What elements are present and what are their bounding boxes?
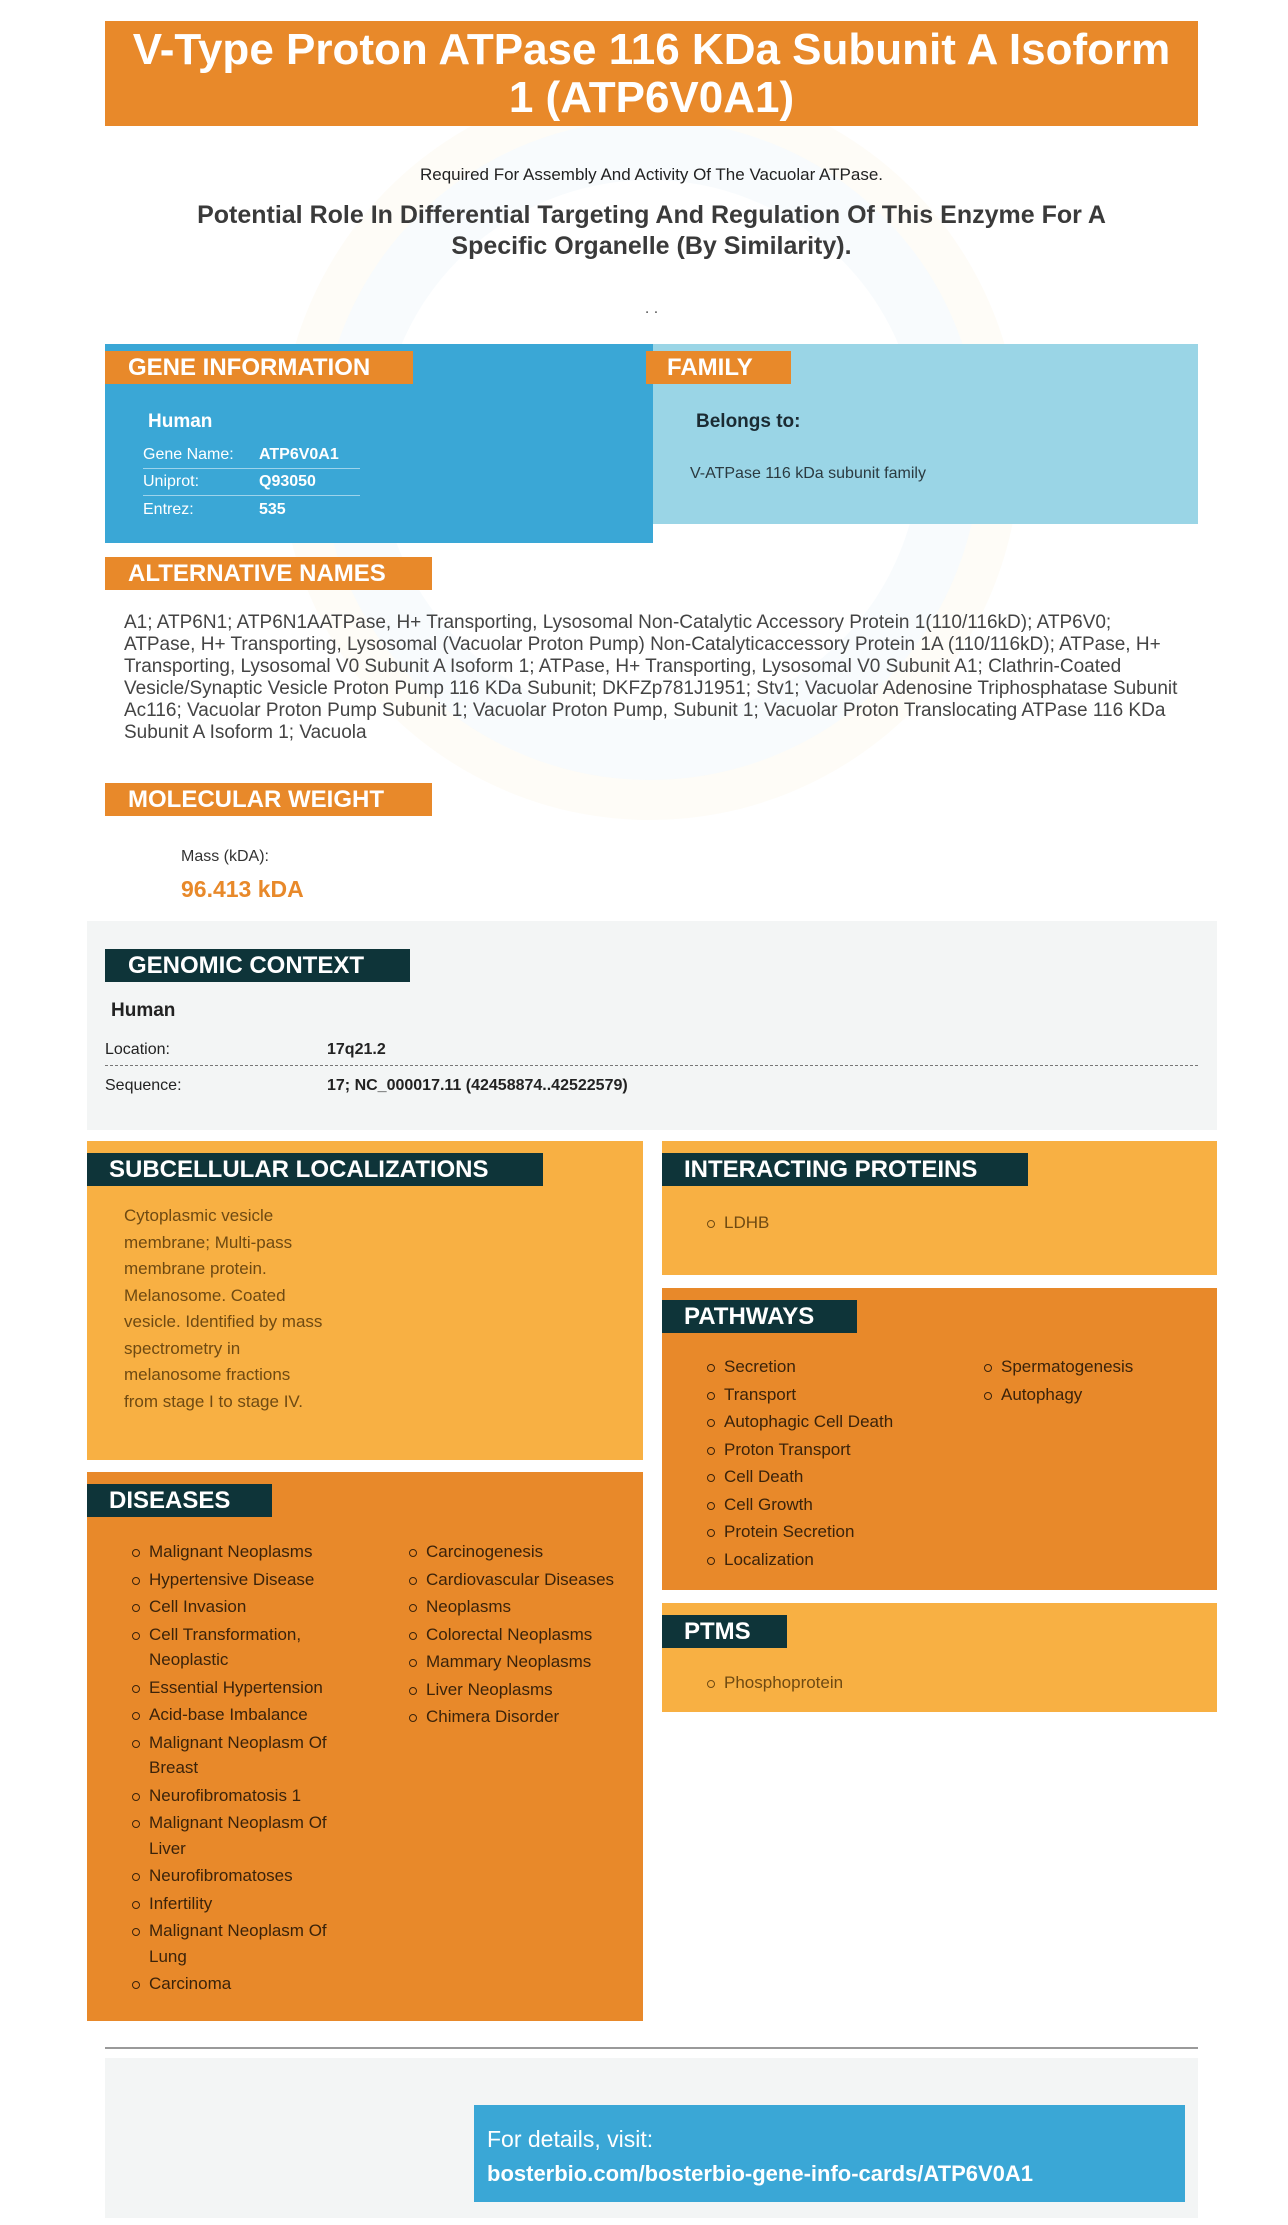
sequence-value: 17; NC_000017.11 (42458874..42522579) [327, 1077, 628, 1094]
list-item: Spermatogenesis [983, 1354, 1193, 1380]
genomic-context-heading: GENOMIC CONTEXT [105, 949, 410, 982]
family-text: V-ATPase 116 kDa subunit family [690, 465, 926, 482]
gene-name-label: Gene Name: [143, 446, 234, 463]
subcellular-text: Cytoplasmic vesicle membrane; Multi-pass membrane protein. Melanosome. Coated vesicle. Identified by mass spectrometry in melanosome fractions from stage I to stage IV. [124, 1206, 323, 1411]
list-item: Neurofibromatosis 1 [131, 1783, 351, 1809]
list-item: Transport [706, 1382, 966, 1408]
pathways-heading: PATHWAYS [662, 1300, 857, 1333]
list-item: Cell Transformation, Neoplastic [131, 1622, 351, 1673]
sequence-row [105, 1070, 1198, 1102]
details-url-link[interactable]: bosterbio.com/bosterbio-gene-info-cards/ATP6V0A1 [487, 2161, 1034, 2186]
list-item: Malignant Neoplasms [131, 1539, 351, 1565]
diseases-heading: DISEASES [87, 1484, 272, 1517]
alternative-names-heading: ALTERNATIVE NAMES [105, 557, 432, 590]
diseases-list-col1 [131, 1539, 351, 1999]
subcellular-heading: SUBCELLULAR LOCALIZATIONS [87, 1153, 543, 1186]
list-item: Acid-base Imbalance [131, 1702, 351, 1728]
entrez-label: Entrez: [143, 500, 194, 518]
separator-dots: . . [644, 300, 659, 317]
list-item: Hypertensive Disease [131, 1567, 351, 1593]
list-item: Proton Transport [706, 1437, 966, 1463]
list-item: Neoplasms [408, 1594, 633, 1620]
list-item: Malignant Neoplasm Of Breast [131, 1730, 351, 1781]
list-item: Carcinogenesis [408, 1539, 633, 1565]
family-belongs-label: Belongs to: [696, 411, 801, 432]
diseases-list-col2 [408, 1539, 633, 1732]
gene-species: Human [148, 411, 213, 432]
mass-label: Mass (kDA): [181, 848, 269, 865]
list-item: Carcinoma [131, 1971, 351, 1997]
gene-information-heading: GENE INFORMATION [105, 351, 413, 384]
list-item: Cell Invasion [131, 1594, 351, 1620]
list-item: Chimera Disorder [408, 1704, 633, 1730]
list-item: LDHB [706, 1210, 1006, 1236]
gene-name-row [143, 442, 360, 469]
list-item: Liver Neoplasms [408, 1677, 633, 1703]
list-item: Protein Secretion [706, 1519, 966, 1545]
genomic-species: Human [111, 1000, 176, 1021]
entrez-value: 535 [259, 500, 286, 518]
gene-info-table [143, 442, 360, 523]
family-heading: FAMILY [646, 351, 791, 384]
list-item: Mammary Neoplasms [408, 1649, 633, 1675]
ptms-list [706, 1670, 1006, 1698]
list-item: Malignant Neoplasm Of Liver [131, 1810, 351, 1861]
details-link-box[interactable] [474, 2105, 1185, 2202]
list-item: Infertility [131, 1891, 351, 1917]
mass-value: 96.413 kDA [181, 876, 304, 902]
title-banner [105, 21, 1198, 126]
list-item: Localization [706, 1547, 966, 1573]
sequence-label: Sequence: [105, 1077, 182, 1094]
gene-name-value: ATP6V0A1 [259, 446, 339, 463]
alternative-names-text: A1; ATP6N1; ATP6N1AATPase, H+ Transporting, Lysosomal Non-Catalytic Accessory Protein 1(110/116kD); ATP6V0; ATPase, H+ Transporting, Lysosomal (Vacuolar Proton Pump) Non-Catalyticaccessory Protein 1A (110/116kD); ATPase, H+ Transporting, Lysosomal V0 Subunit A Isoform 1; ATPase, H+ Transporting, Lysosomal V0 Subunit A1; Clathrin-Coated Vesicle/Synaptic Vesicle Proton Pump 116 KDa Subunit; DKFZp781J1951; Stv1; Vacuolar Adenosine Triphosphatase Subunit Ac116; Vacuolar Proton Pump Subunit 1; Vacuolar Proton Pump, Subunit 1; Vacuolar Proton Translocating ATPase 116 KDa Subunit A Isoform 1; Vacuola [124, 612, 1178, 743]
list-item: Cell Growth [706, 1492, 966, 1518]
list-item: Neurofibromatoses [131, 1863, 351, 1889]
function-summary: Required For Assembly And Activity Of The Vacuolar ATPase. [420, 165, 883, 184]
interacting-proteins-list [706, 1210, 1006, 1238]
location-row [105, 1034, 1198, 1066]
location-value: 17q21.2 [327, 1040, 386, 1058]
list-item: Autophagy [983, 1382, 1193, 1408]
list-item: Colorectal Neoplasms [408, 1622, 633, 1648]
list-item: Autophagic Cell Death [706, 1409, 966, 1435]
pathways-list-col2 [983, 1354, 1193, 1409]
function-detail: Potential Role In Differential Targeting And Regulation Of This Enzyme For A Specific Organelle (By Similarity). [197, 201, 1106, 260]
details-label: For details, visit: [487, 2126, 654, 2152]
entrez-row [143, 496, 360, 523]
list-item: Essential Hypertension [131, 1675, 351, 1701]
uniprot-label: Uniprot: [143, 473, 200, 490]
uniprot-row [143, 469, 360, 496]
list-item: Cardiovascular Diseases [408, 1567, 633, 1593]
list-item: Secretion [706, 1354, 966, 1380]
interacting-proteins-heading: INTERACTING PROTEINS [662, 1153, 1028, 1186]
page-title: V-Type Proton ATPase 116 KDa Subunit A Isoform 1 (ATP6V0A1) [132, 24, 1171, 122]
footer-divider [105, 2047, 1198, 2049]
ptms-heading: PTMS [662, 1615, 787, 1648]
pathways-list-col1 [706, 1354, 966, 1574]
molecular-weight-heading: MOLECULAR WEIGHT [105, 783, 432, 816]
location-label: Location: [105, 1040, 170, 1058]
list-item: Cell Death [706, 1464, 966, 1490]
uniprot-value: Q93050 [259, 473, 316, 490]
list-item: Phosphoprotein [706, 1670, 1006, 1696]
list-item: Malignant Neoplasm Of Lung [131, 1918, 351, 1969]
